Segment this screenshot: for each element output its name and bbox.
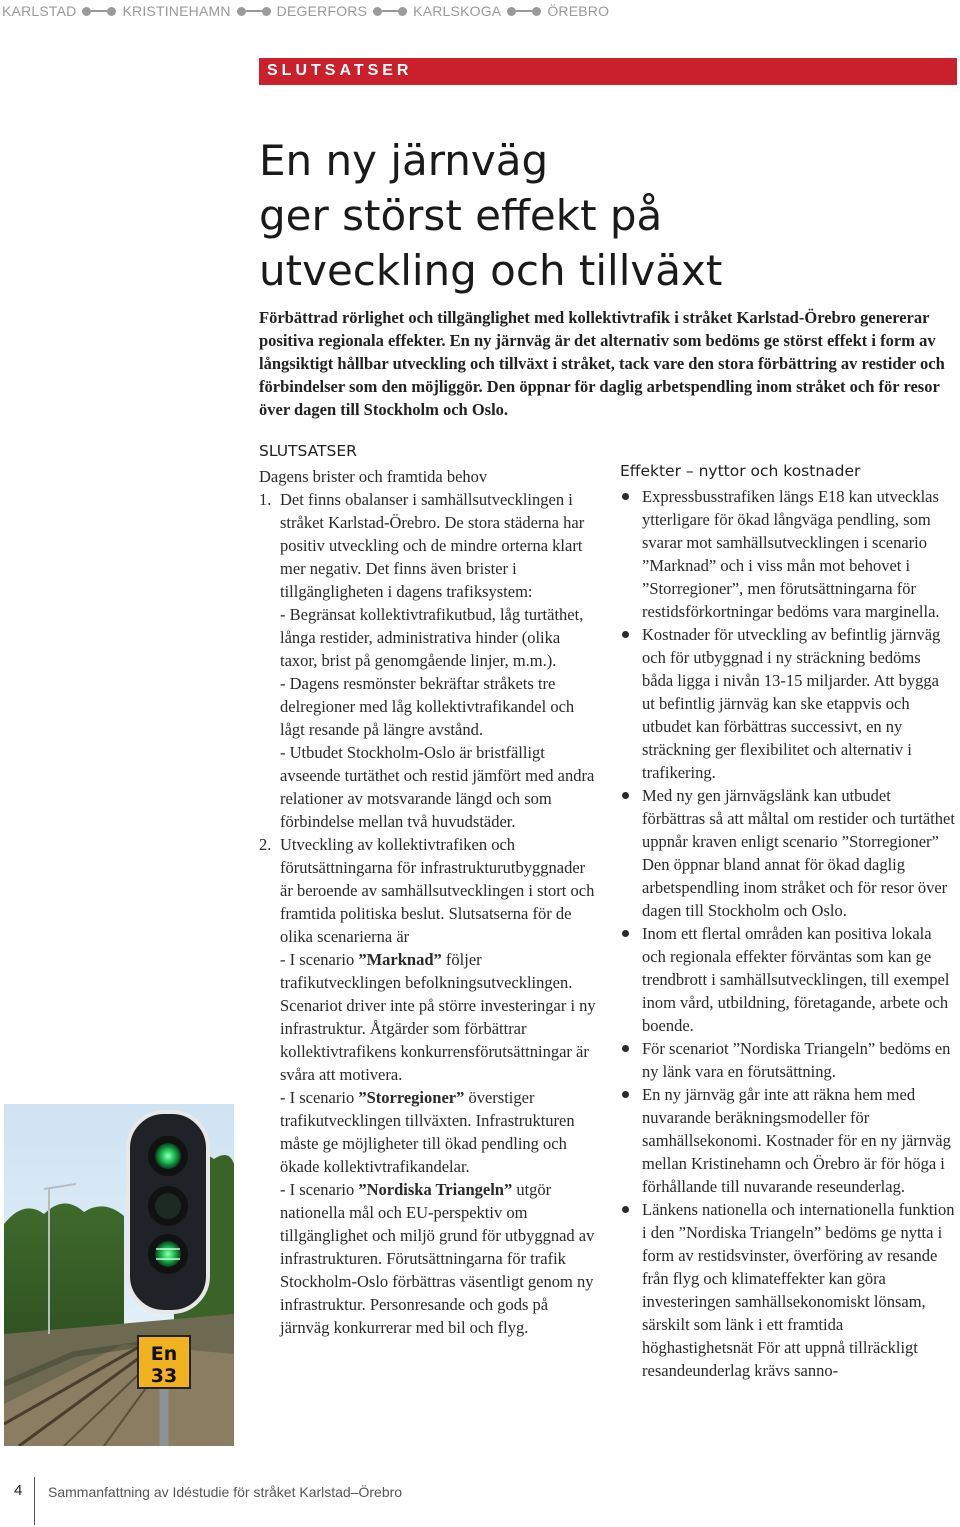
- section-banner: [259, 58, 957, 85]
- scenario-item: [280, 948, 599, 1086]
- footer-title: Sammanfattning av Idéstudie för stråket Karlstad–Örebro: [48, 1484, 403, 1500]
- effects-column: [620, 460, 955, 1382]
- item-text: Utveckling av kollektivtrafiken och förutsättningarna för infrastrukturutbyggnader är beroende av samhällsutvecklingen i stort och framtida politiska beslut. Slutsatserna för de olika scenarierna är: [280, 835, 595, 946]
- scenario-text: följer trafikutvecklingen befolkningsutvecklingen. Scenariot driver inte på större investeringar i ny infrastruktur. Åtgärder som förbättrar kollektivtrafikens konkurrensförutsättningar är svåra att motivera.: [280, 950, 596, 1084]
- dash-prefix: - I scenario: [280, 950, 355, 969]
- scenario-item: [280, 1178, 599, 1339]
- scenario-name: ”Marknad”: [358, 950, 442, 969]
- dash-prefix: - I scenario: [280, 1088, 355, 1107]
- railway-signal-photo: [4, 1104, 234, 1446]
- route-connector-icon: [373, 7, 407, 16]
- signal-sign-line1: En: [150, 1343, 178, 1365]
- bullet-item: Expressbusstrafiken längs E18 kan utvecklas ytterligare för ökad långväga pendling, som svarar mot samhällsutvecklingen i scenario ”Marknad” och i viss mån mot behovet i ”Storregioner”, men förutsättningarna för restidsförkortningar bedöms vara marginella.: [620, 485, 955, 623]
- title-line: En ny järnväg: [259, 136, 549, 185]
- page-title: [259, 133, 949, 298]
- numbered-item: [259, 488, 599, 833]
- scenario-text: utgör nationella mål och EU-perspektiv om tillgänglighet och miljö grund för utbyggnad av infrastrukturen. Förutsättningarna för trafik Stockholm-Oslo förbättras väsentligt genom ny infrastruktur. Personresande och gods på järnväg konkurrerar med bil och flyg.: [280, 1180, 595, 1337]
- railway-signal-illustration: [4, 1104, 234, 1446]
- title-line: utveckling och tillväxt: [259, 246, 723, 295]
- route-stop-karlstad: KARLSTAD: [2, 3, 77, 19]
- dash-item: - Utbudet Stockholm-Oslo är bristfälligt avseende turtäthet och restid jämfört med andra relationer av motsvarande längd och som förbindelse mellan två huvudstäder.: [280, 743, 595, 831]
- lead-paragraph: Förbättrad rörlighet och tillgänglighet med kollektivtrafik i stråket Karlstad-Örebro genererar positiva regionala effekter. En ny järnväg är det alternativ som bedöms ge störst effekt i form av långsiktigt hållbar utveckling och tillväxt i stråket, tack vare den stora förbättring av restider och förbindelser som den möjliggör. Den öppnar för daglig arbetspendling inom stråket och för resor över dagen till Stockholm och Oslo.: [259, 308, 945, 419]
- bullet-item: En ny järnväg går inte att räkna hem med nuvarande beräkningsmodeller för samhällsekonomi. Kostnader för en ny järnväg mellan Kristinehamn och Örebro är för höga i förhållande till nuvarande reseunderlag.: [620, 1083, 955, 1198]
- bullet-item: Inom ett flertal områden kan positiva lokala och regionala effekter förväntas som kan ge trendbrott i samhällsutvecklingen, till exempel inom vård, utbildning, företagande, arbete och boende.: [620, 922, 955, 1037]
- route-stop-karlskoga: KARLSKOGA: [413, 3, 502, 19]
- signal-sign-line2: 33: [150, 1365, 178, 1387]
- route-connector-icon: [507, 7, 541, 16]
- route-header: [0, 0, 611, 22]
- page-number: 4: [14, 1482, 23, 1499]
- scenario-item: [280, 1086, 599, 1178]
- item-number: 1.: [259, 490, 272, 509]
- bullet-item: Kostnader för utveckling av befintlig järnväg och för utbyggnad i ny sträckning bedöms båda ligga i nivån 13-15 miljarder. Att bygga ut befintlig järnväg kan ske etappvis och utbudet kan förbättras successivt, en ny sträckning ger flexibilitet och alternativ i trafikering.: [620, 623, 955, 784]
- bullet-item: För scenariot ”Nordiska Triangeln” bedöms en ny länk vara en förutsättning.: [620, 1037, 955, 1083]
- route-stop-orebro: ÖREBRO: [547, 3, 610, 19]
- route-connector-icon: [237, 7, 271, 16]
- bullet-item: Med ny gen järnvägslänk kan utbudet förbättras så att måltal om restider och turtäthet uppnår kraven enligt scenario ”Storregioner” Den öppnar bland annat för ökad daglig arbetspendling inom stråket och för resor över dagen till Stockholm och Oslo.: [620, 784, 955, 922]
- numbered-item: [259, 833, 599, 1339]
- bullet-item: Länkens nationella och internationella funktion i den ”Nordiska Triangeln” bedöms ge nytta i form av restidsvinster, överföring av resande från flyg och klimateffekter kan göra investeringen samhällsekonomiskt lönsam, särskilt som länk i ett framtida höghastighetsnät För att uppnå tillräckligt resandeunderlag krävs sanno-: [620, 1198, 955, 1382]
- dash-item: - Begränsat kollektivtrafikutbud, låg turtäthet, långa restider, administrativa hinder (olika taxor, brist på genomgående linjer, m.m.).: [280, 605, 584, 670]
- item-text: Det finns obalanser i samhällsutvecklingen i stråket Karlstad-Örebro. De stora städerna har positiv utveckling och de mindre orterna klart mer negativ. Det finns även brister i tillgängligheten i dagens trafiksystem:: [280, 490, 585, 601]
- conclusions-column: [259, 440, 599, 1339]
- footer-divider: [34, 1477, 35, 1525]
- effects-heading: Effekter – nyttor och kostnader: [620, 462, 861, 480]
- route-stop-degerfors: DEGERFORS: [276, 3, 368, 19]
- dash-prefix: - I scenario: [280, 1180, 355, 1199]
- scenario-name: ”Storregioner”: [358, 1088, 465, 1107]
- dash-item: - Dagens resmönster bekräftar stråkets tre delregioner med låg kollektivtrafikandel och lågt resande på längre avstånd.: [280, 674, 575, 739]
- title-line: ger störst effekt på: [259, 191, 663, 240]
- scenario-text: överstiger trafikutvecklingen tillväxten. Infrastrukturen måste ge möjligheter till ökad pendling och ökade kollektivtrafikandelar.: [280, 1088, 575, 1176]
- scenario-name: ”Nordiska Triangeln”: [358, 1180, 513, 1199]
- section-banner-label: SLUTSATSER: [267, 62, 413, 79]
- item-number: 2.: [259, 835, 272, 854]
- conclusions-subheading: Dagens brister och framtida behov: [259, 467, 488, 486]
- conclusions-heading: SLUTSATSER: [259, 442, 357, 460]
- route-connector-icon: [82, 7, 116, 16]
- route-stop-kristinehamn: KRISTINEHAMN: [122, 3, 231, 19]
